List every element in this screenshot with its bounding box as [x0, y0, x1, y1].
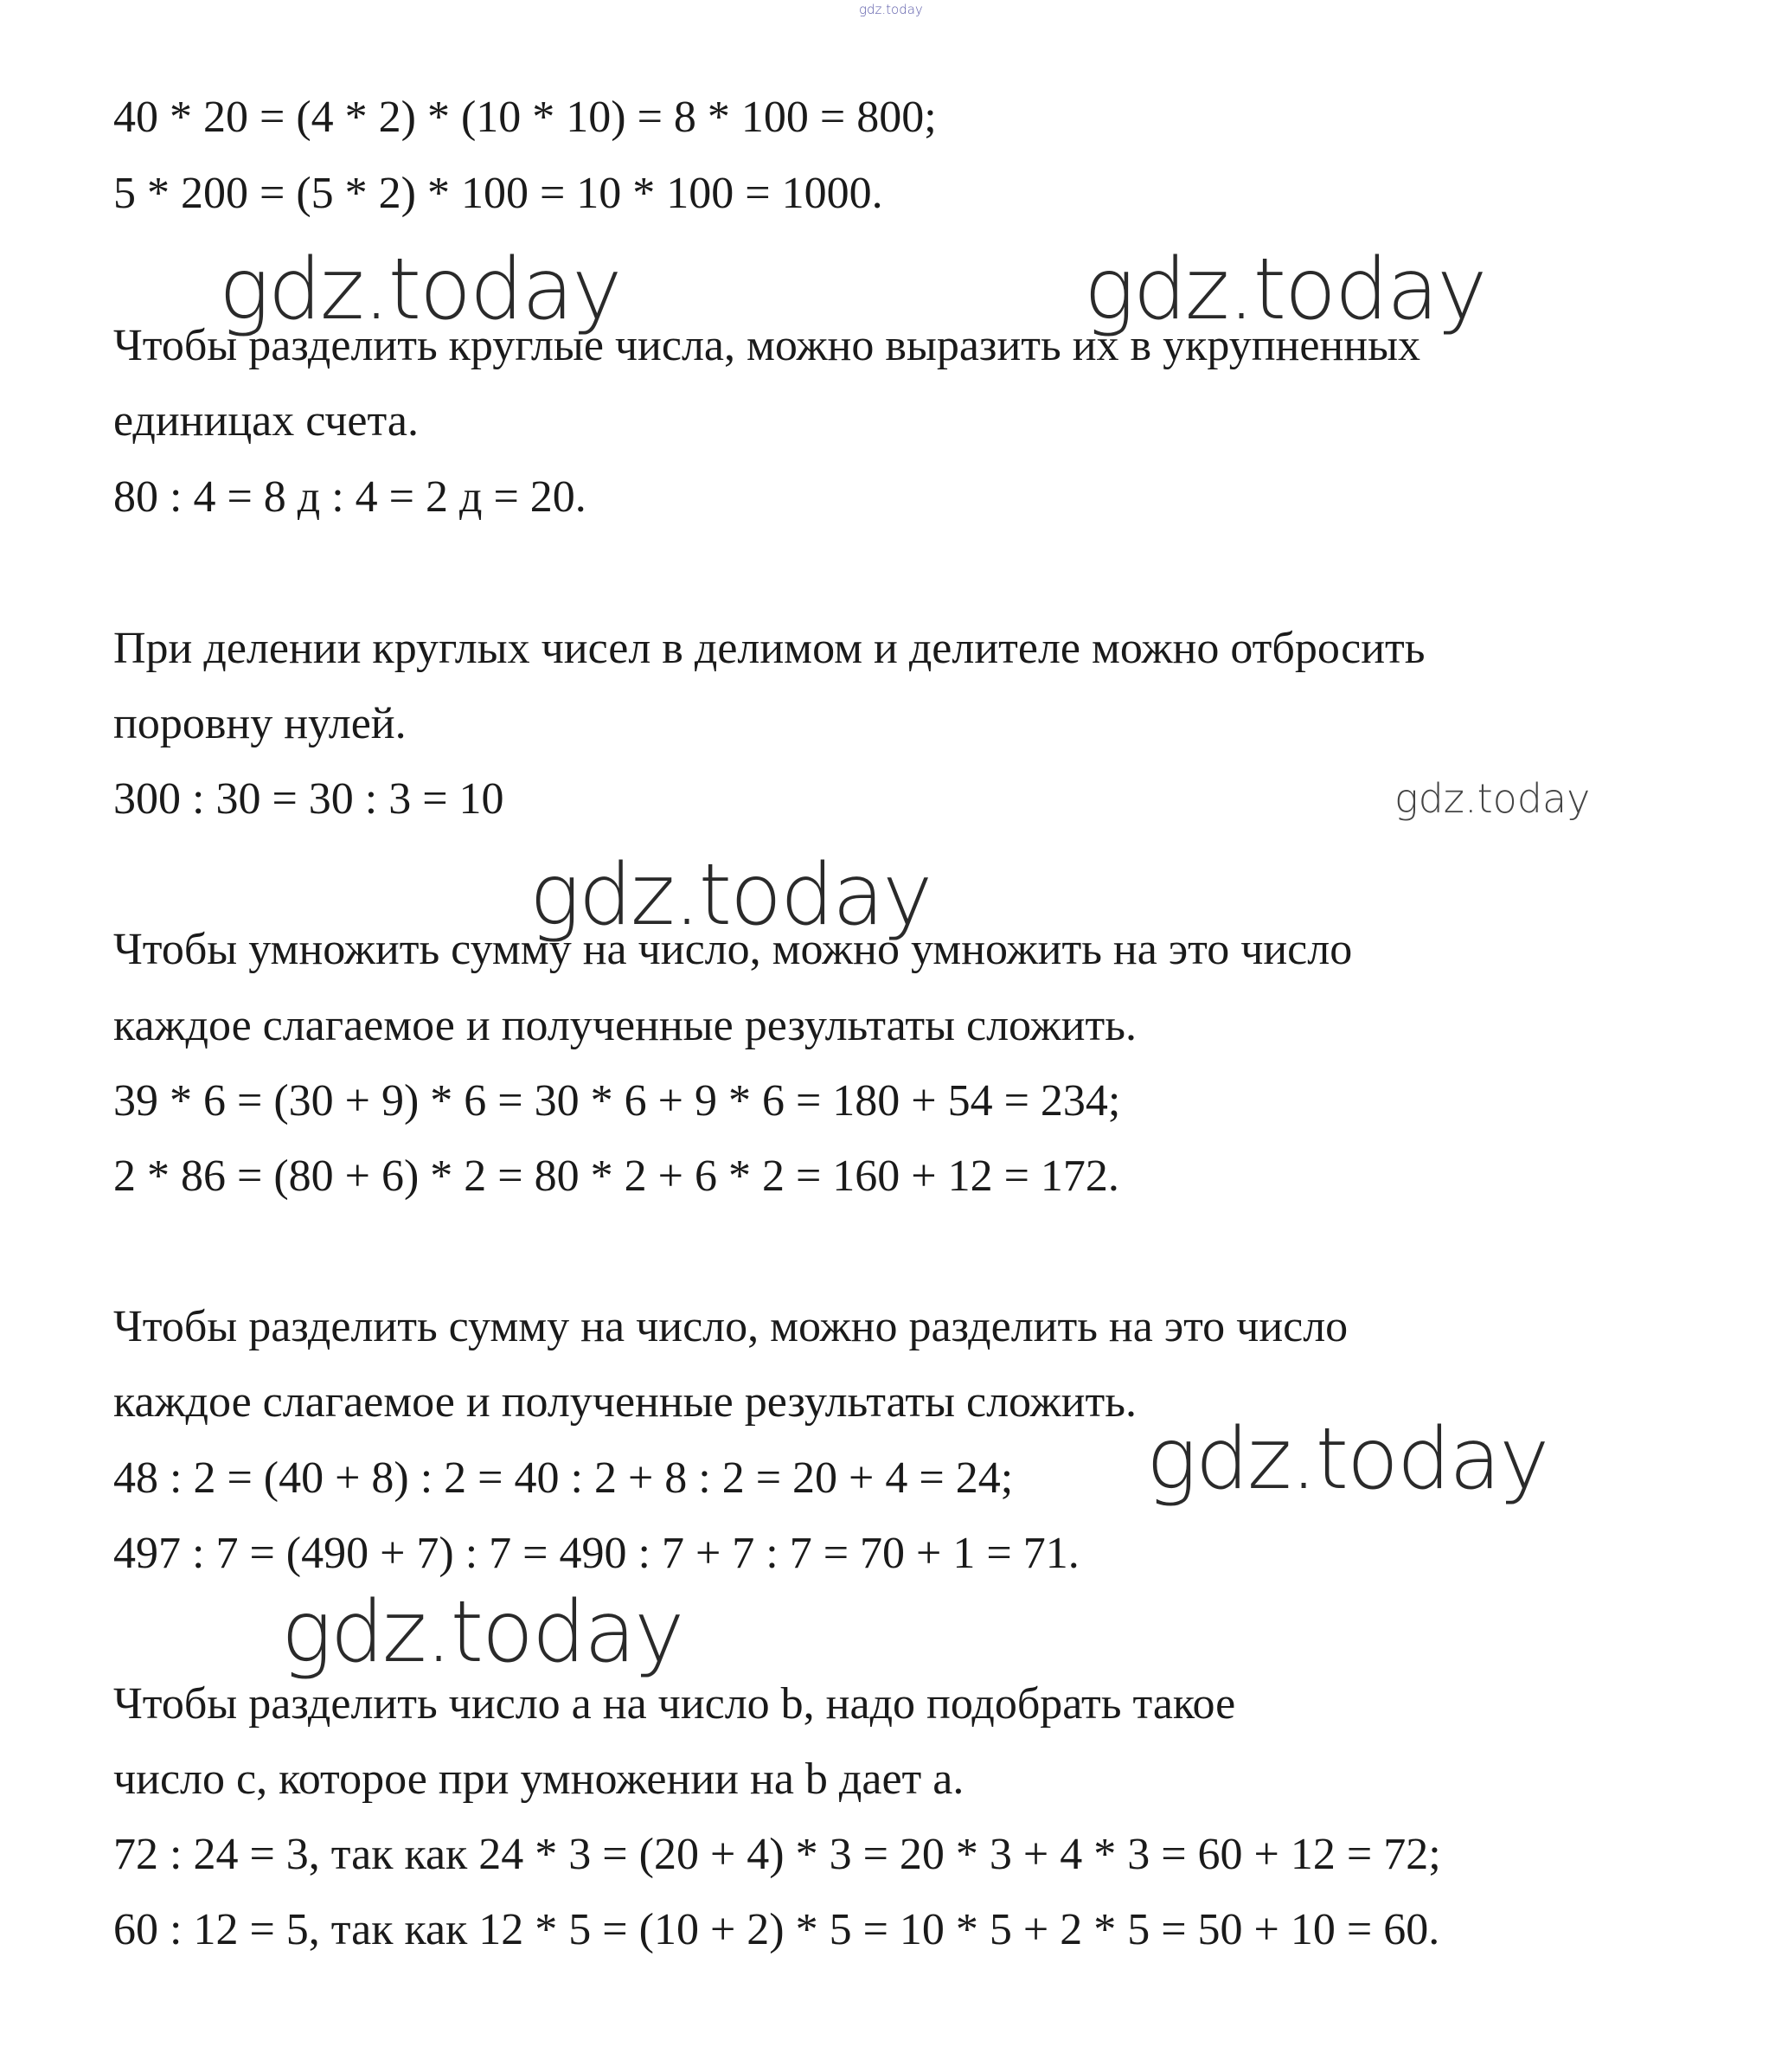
watermark-header: gdz.today [859, 2, 923, 17]
watermark-3: gdz.today [1394, 775, 1591, 822]
text-line-7: поровну нулей. [113, 699, 407, 748]
text-line-16: 497 : 7 = (490 + 7) : 7 = 490 : 7 + 7 : 7 = 70 + 1 = 71. [113, 1529, 1080, 1578]
text-line-20: 60 : 12 = 5, так как 12 * 5 = (10 + 2) * 5 = 10 * 5 + 2 * 5 = 50 + 10 = 60. [113, 1905, 1440, 1954]
text-line-3: Чтобы разделить круглые числа, можно выразить их в укрупненных [113, 321, 1421, 370]
text-line-1: 40 * 20 = (4 * 2) * (10 * 10) = 8 * 100 = 800; [113, 93, 937, 142]
text-line-4: единицах счета. [113, 396, 419, 446]
text-line-5: 80 : 4 = 8 д : 4 = 2 д = 20. [113, 472, 586, 522]
text-line-19: 72 : 24 = 3, так как 24 * 3 = (20 + 4) * 3 = 20 * 3 + 4 * 3 = 60 + 12 = 72; [113, 1830, 1441, 1879]
watermark-6: gdz.today [281, 1583, 683, 1682]
text-line-17: Чтобы разделить число а на число b, надо подобрать такое [113, 1679, 1236, 1729]
text-line-15: 48 : 2 = (40 + 8) : 2 = 40 : 2 + 8 : 2 = 20 + 4 = 24; [113, 1453, 1014, 1503]
watermark-2: gdz.today [1084, 241, 1486, 339]
watermark-5: gdz.today [1146, 1410, 1548, 1509]
text-line-8: 300 : 30 = 30 : 3 = 10 [113, 774, 504, 824]
text-line-12: 2 * 86 = (80 + 6) * 2 = 80 * 2 + 6 * 2 = 160 + 12 = 172. [113, 1151, 1119, 1201]
text-line-11: 39 * 6 = (30 + 9) * 6 = 30 * 6 + 9 * 6 = 180 + 54 = 234; [113, 1076, 1121, 1126]
text-line-6: При делении круглых чисел в делимом и делителе можно отбросить [113, 624, 1426, 673]
text-line-9: Чтобы умножить сумму на число, можно умножить на это число [113, 925, 1353, 974]
watermark-4: gdz.today [529, 846, 932, 945]
text-line-14: каждое слагаемое и полученные результаты сложить. [113, 1377, 1137, 1427]
text-line-13: Чтобы разделить сумму на число, можно разделить на это число [113, 1302, 1349, 1351]
text-line-10: каждое слагаемое и полученные результаты сложить. [113, 1001, 1137, 1050]
text-line-2: 5 * 200 = (5 * 2) * 100 = 10 * 100 = 1000. [113, 169, 883, 218]
text-line-18: число с, которое при умножении на b дает а. [113, 1754, 964, 1804]
watermark-1: gdz.today [219, 241, 621, 339]
